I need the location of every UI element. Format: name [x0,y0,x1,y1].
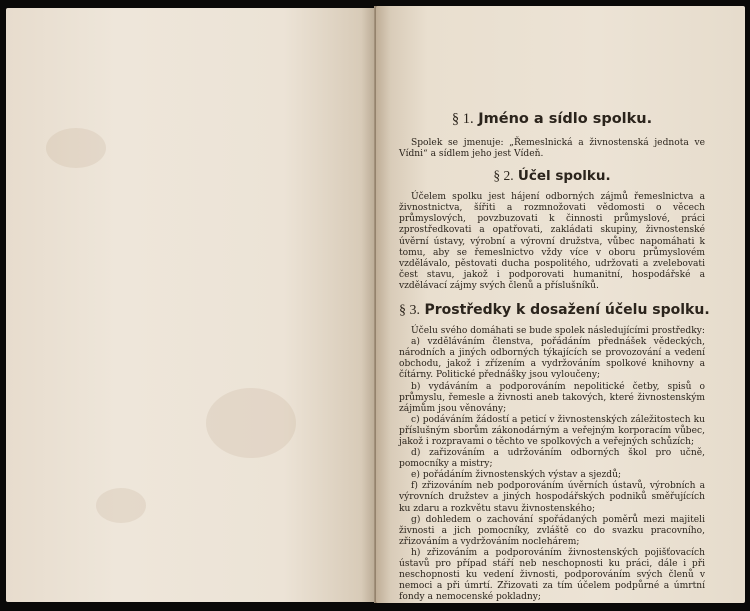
section-3-item-e: e) pořádáním živnostenských výstav a sjezdů; [411,470,622,481]
section-2-number: § 2. [493,168,514,184]
paper-stain [46,128,106,168]
open-booklet-spread [6,6,745,603]
paper-stain [206,388,296,458]
section-2-title: Účel spolku. [517,168,611,185]
page-text [399,102,710,603]
section-3-item-f: f) zřizováním neb podporováním úvěrních ústavů, výrobních a výrovních družstev a jiných hospodářských podniků směřujících ku zdaru a rozkvětu stavu živnostenského; [399,481,705,514]
section-3-item-h: h) zřizováním a podporováním živnostenských pojišťovacích ústavů pro případ stáří neb neschopnosti ku práci, dále i při neschopnosti ku vedení živnosti, podporováním svých členů v nemoci a při úmrtí. Zřizovati za tím účelem podpůrné a úmrtní fondy a nemocenské pokladny; [399,547,705,603]
section-3-item-b: b) vydáváním a podporováním nepolitické četby, spisů o průmyslu, řemesle a živnosti aneb takových, které živnostenským zájmům jsou věnovány; [399,381,705,414]
left-blank-page [6,8,376,602]
section-3-item-d: d) zařizováním a udržováním odborných škol pro učně, pomocníky a mistry; [399,448,705,470]
section-1-number: § 1. [451,111,474,127]
section-3-item-a: a) vzděláváním členstva, pořádáním přednášek vědeckých, národních a jiných odborných týkajících se provozování a vedení obchodu, jakož i zřízením a vydržováním spolkové knihovny a čítárny. Politické přednášky jsou vyloučeny; [399,337,705,381]
section-2-heading [399,168,705,184]
section-3-title: Prostředky k dosažení účelu spolku. [424,302,710,319]
section-3-number: § 3. [399,303,420,319]
paper-stain [96,488,146,523]
section-1-heading [399,111,705,128]
section-3-item-c: c) podáváním žádostí a peticí v živnostenských záležitostech ku příslušným sborům zákonodárným a veřejným korporacím vůbec, jakož i rozpravami o těchto ve spolkových a veřejných schůzích; [399,414,705,447]
section-3-item-g: g) dohledem o zachování spořádaných poměrů mezi majiteli živnosti a jich pomocníky, zvláště co do svazku pracovního, zřizováním a vydržováním noclehárem; [399,514,705,547]
section-2-text: Účelem spolku jest hájení odborných zájmů řemeslnictva a živnostnictva, šířiti a rozmnožovati vědomosti o věcech průmyslových, povzbuzovati k činnosti průmyslové, práci zprostředkovati a opatřovati, zakládati skupiny, živnostenské úvěrní ústavy, výrobní a výrovní družstva, vůbec napomáhati k tomu, aby se řemeslnictvo vždy více v oboru průmyslovém vzdělávalo, pěstovati ducha pospolitého, udržovati a zvelebovati čest stavu, jakož i podporovati humanitní, hospodářské a vzdělávací zájmy svých členů a příslušníků. [399,192,705,291]
section-3-heading [399,302,710,319]
right-text-page [376,6,745,603]
section-1-text: Spolek se jmenuje: „Řemeslnická a živnostenská jednota ve Vídni“ a sídlem jeho jest Vídeň. [399,138,705,160]
section-3-intro: Účelu svého domáhati se bude spolek následujícími prostředky: [411,326,705,337]
section-1-title: Jméno a sídlo spolku. [478,111,653,127]
